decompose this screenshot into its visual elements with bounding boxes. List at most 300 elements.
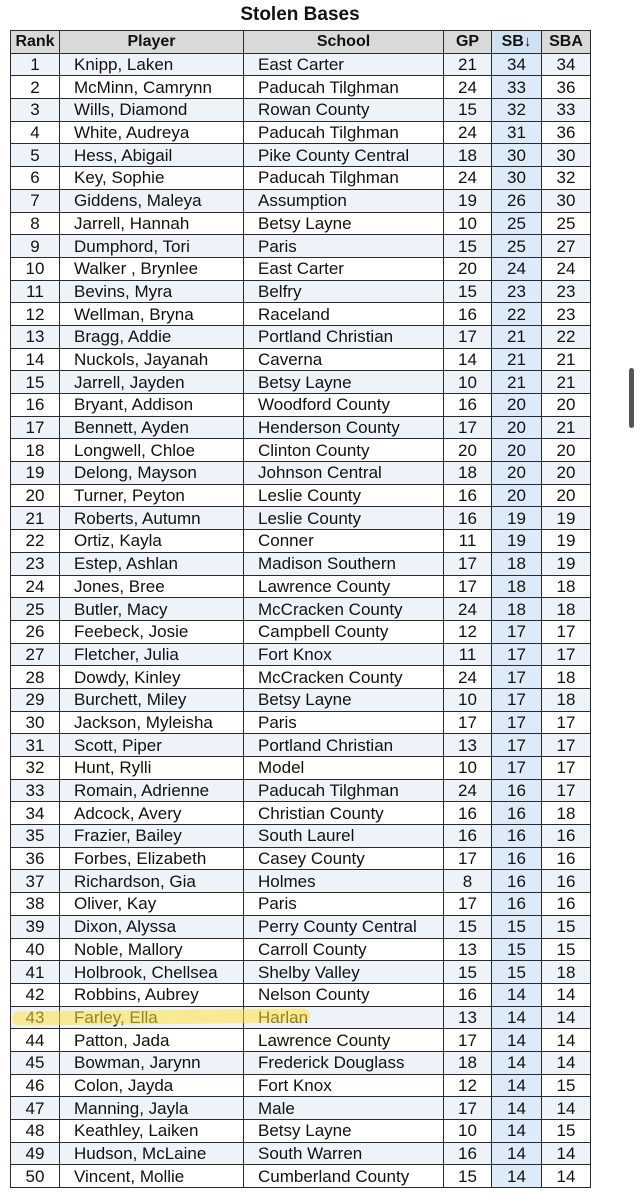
cell-sba: 36 (542, 76, 591, 99)
cell-sb: 33 (492, 76, 542, 99)
cell-gp: 17 (444, 325, 492, 348)
cell-sba: 17 (542, 643, 591, 666)
cell-rank: 16 (11, 394, 60, 417)
cell-school: Woodford County (244, 394, 444, 417)
cell-sb: 17 (492, 620, 542, 643)
cell-school: South Laurel (244, 825, 444, 848)
cell-player: Wellman, Bryna (60, 303, 244, 326)
cell-gp: 17 (444, 575, 492, 598)
cell-gp: 16 (444, 1142, 492, 1165)
cell-gp: 17 (444, 847, 492, 870)
cell-sb: 20 (492, 416, 542, 439)
table-row (11, 666, 591, 689)
cell-sb: 15 (492, 938, 542, 961)
cell-sb: 32 (492, 99, 542, 122)
cell-sb: 14 (492, 1165, 542, 1188)
cell-player: Bowman, Jarynn (60, 1051, 244, 1074)
cell-school: Male (244, 1097, 444, 1120)
cell-sba: 30 (542, 189, 591, 212)
cell-school: Johnson Central (244, 462, 444, 485)
cell-player: Delong, Mayson (60, 462, 244, 485)
table-row (11, 757, 591, 780)
cell-sba: 18 (542, 961, 591, 984)
table-row (11, 893, 591, 916)
cell-rank: 3 (11, 99, 60, 122)
cell-sb: 23 (492, 280, 542, 303)
cell-gp: 16 (444, 303, 492, 326)
table-row (11, 394, 591, 417)
cell-gp: 24 (444, 76, 492, 99)
cell-sb: 18 (492, 552, 542, 575)
cell-school: Model (244, 757, 444, 780)
cell-rank: 44 (11, 1029, 60, 1052)
cell-sb: 20 (492, 394, 542, 417)
cell-school: Casey County (244, 847, 444, 870)
cell-sba: 20 (542, 484, 591, 507)
cell-sb: 19 (492, 507, 542, 530)
cell-gp: 10 (444, 371, 492, 394)
cell-player: Butler, Macy (60, 598, 244, 621)
cell-sba: 17 (542, 734, 591, 757)
cell-player: Dumphord, Tori (60, 235, 244, 258)
cell-gp: 15 (444, 961, 492, 984)
cell-gp: 16 (444, 983, 492, 1006)
cell-sba: 21 (542, 416, 591, 439)
cell-player: Robbins, Aubrey (60, 983, 244, 1006)
cell-school: South Warren (244, 1142, 444, 1165)
cell-sb: 14 (492, 1051, 542, 1074)
cell-rank: 9 (11, 235, 60, 258)
cell-gp: 15 (444, 99, 492, 122)
cell-sba: 23 (542, 303, 591, 326)
cell-sba: 16 (542, 847, 591, 870)
table-row (11, 1165, 591, 1188)
cell-rank: 7 (11, 189, 60, 212)
cell-player: Holbrook, Chellsea (60, 961, 244, 984)
column-header-sba[interactable]: SBA (542, 31, 591, 54)
cell-sba: 22 (542, 325, 591, 348)
cell-player: Fletcher, Julia (60, 643, 244, 666)
cell-player: Jarrell, Jayden (60, 371, 244, 394)
table-row (11, 484, 591, 507)
cell-sb: 16 (492, 847, 542, 870)
header-row (11, 31, 591, 54)
cell-school: Pike County Central (244, 144, 444, 167)
cell-sb: 20 (492, 439, 542, 462)
cell-rank: 39 (11, 915, 60, 938)
table-row (11, 99, 591, 122)
cell-player: Patton, Jada (60, 1029, 244, 1052)
table-row (11, 1142, 591, 1165)
cell-player: Keathley, Laiken (60, 1120, 244, 1143)
cell-player: Key, Sophie (60, 167, 244, 190)
table-row (11, 575, 591, 598)
cell-sb: 14 (492, 1097, 542, 1120)
cell-school: Perry County Central (244, 915, 444, 938)
cell-sba: 15 (542, 1120, 591, 1143)
cell-player: Bragg, Addie (60, 325, 244, 348)
cell-rank: 41 (11, 961, 60, 984)
cell-sba: 14 (542, 1006, 591, 1029)
column-header-gp[interactable]: GP (444, 31, 492, 54)
cell-gp: 16 (444, 394, 492, 417)
cell-player: Bryant, Addison (60, 394, 244, 417)
cell-gp: 15 (444, 235, 492, 258)
cell-school: Raceland (244, 303, 444, 326)
cell-player: Dixon, Alyssa (60, 915, 244, 938)
cell-gp: 10 (444, 688, 492, 711)
cell-rank: 28 (11, 666, 60, 689)
cell-sba: 25 (542, 212, 591, 235)
table-row (11, 439, 591, 462)
table-row (11, 144, 591, 167)
cell-gp: 10 (444, 212, 492, 235)
table-row (11, 688, 591, 711)
cell-gp: 17 (444, 711, 492, 734)
cell-sba: 36 (542, 121, 591, 144)
table-row (11, 620, 591, 643)
cell-sba: 18 (542, 575, 591, 598)
cell-sba: 20 (542, 462, 591, 485)
table-row (11, 1120, 591, 1143)
table-row (11, 189, 591, 212)
cell-sb: 15 (492, 961, 542, 984)
cell-rank: 15 (11, 371, 60, 394)
cell-school: Fort Knox (244, 1074, 444, 1097)
cell-sb: 20 (492, 462, 542, 485)
cell-school: Paducah Tilghman (244, 779, 444, 802)
cell-sba: 14 (542, 1097, 591, 1120)
cell-player: Dowdy, Kinley (60, 666, 244, 689)
cell-rank: 24 (11, 575, 60, 598)
cell-gp: 16 (444, 484, 492, 507)
table-row (11, 76, 591, 99)
column-header-school[interactable]: School (244, 31, 444, 54)
cell-gp: 24 (444, 779, 492, 802)
cell-player: Richardson, Gia (60, 870, 244, 893)
cell-school: Madison Southern (244, 552, 444, 575)
cell-rank: 19 (11, 462, 60, 485)
table-row (11, 53, 591, 76)
table-row (11, 530, 591, 553)
cell-school: Holmes (244, 870, 444, 893)
table-row (11, 235, 591, 258)
cell-sb: 15 (492, 915, 542, 938)
cell-sba: 15 (542, 1074, 591, 1097)
table-row (11, 416, 591, 439)
table-row (11, 303, 591, 326)
table-row (11, 348, 591, 371)
cell-rank: 30 (11, 711, 60, 734)
cell-school: Frederick Douglass (244, 1051, 444, 1074)
table-row (11, 915, 591, 938)
cell-player: Forbes, Elizabeth (60, 847, 244, 870)
table-row (11, 257, 591, 280)
cell-rank: 8 (11, 212, 60, 235)
scrollbar-thumb[interactable] (629, 368, 634, 428)
cell-gp: 15 (444, 915, 492, 938)
cell-sb: 21 (492, 325, 542, 348)
cell-rank: 34 (11, 802, 60, 825)
cell-gp: 24 (444, 666, 492, 689)
cell-sba: 14 (542, 983, 591, 1006)
cell-sb: 24 (492, 257, 542, 280)
cell-rank: 46 (11, 1074, 60, 1097)
cell-rank: 37 (11, 870, 60, 893)
cell-school: Paducah Tilghman (244, 76, 444, 99)
cell-school: Paris (244, 893, 444, 916)
cell-school: Lawrence County (244, 1029, 444, 1052)
cell-gp: 10 (444, 1120, 492, 1143)
cell-player: Burchett, Miley (60, 688, 244, 711)
cell-rank: 36 (11, 847, 60, 870)
cell-rank: 5 (11, 144, 60, 167)
cell-gp: 8 (444, 870, 492, 893)
cell-school: Portland Christian (244, 734, 444, 757)
cell-sba: 16 (542, 893, 591, 916)
cell-sba: 19 (542, 530, 591, 553)
cell-school: Henderson County (244, 416, 444, 439)
table-row (11, 371, 591, 394)
cell-gp: 20 (444, 439, 492, 462)
cell-school: Assumption (244, 189, 444, 212)
cell-sba: 15 (542, 915, 591, 938)
cell-sba: 20 (542, 439, 591, 462)
cell-player: Jones, Bree (60, 575, 244, 598)
table-row (11, 779, 591, 802)
cell-gp: 13 (444, 938, 492, 961)
cell-school: Paris (244, 711, 444, 734)
cell-gp: 13 (444, 734, 492, 757)
cell-rank: 13 (11, 325, 60, 348)
cell-rank: 2 (11, 76, 60, 99)
cell-player: Hess, Abigail (60, 144, 244, 167)
cell-school: Portland Christian (244, 325, 444, 348)
cell-rank: 4 (11, 121, 60, 144)
cell-player: Bennett, Ayden (60, 416, 244, 439)
cell-sb: 14 (492, 1006, 542, 1029)
cell-rank: 32 (11, 757, 60, 780)
cell-gp: 16 (444, 507, 492, 530)
cell-sba: 18 (542, 598, 591, 621)
cell-school: Conner (244, 530, 444, 553)
cell-sb: 19 (492, 530, 542, 553)
cell-sb: 16 (492, 893, 542, 916)
column-header-rank[interactable]: Rank (11, 31, 60, 54)
cell-player: Manning, Jayla (60, 1097, 244, 1120)
cell-sba: 21 (542, 371, 591, 394)
cell-sba: 15 (542, 938, 591, 961)
cell-player: Roberts, Autumn (60, 507, 244, 530)
cell-school: Paris (244, 235, 444, 258)
cell-gp: 18 (444, 144, 492, 167)
cell-sb: 16 (492, 825, 542, 848)
cell-school: Nelson County (244, 983, 444, 1006)
cell-gp: 16 (444, 802, 492, 825)
cell-gp: 20 (444, 257, 492, 280)
cell-gp: 24 (444, 121, 492, 144)
cell-school: McCracken County (244, 666, 444, 689)
cell-player: Bevins, Myra (60, 280, 244, 303)
cell-gp: 10 (444, 757, 492, 780)
cell-sb: 22 (492, 303, 542, 326)
cell-sb: 17 (492, 734, 542, 757)
cell-player: Knipp, Laken (60, 53, 244, 76)
table-row (11, 711, 591, 734)
cell-sb: 25 (492, 235, 542, 258)
cell-player: Longwell, Chloe (60, 439, 244, 462)
cell-player: White, Audreya (60, 121, 244, 144)
cell-sba: 18 (542, 688, 591, 711)
cell-gp: 15 (444, 1165, 492, 1188)
cell-gp: 24 (444, 167, 492, 190)
cell-sb: 31 (492, 121, 542, 144)
cell-rank: 10 (11, 257, 60, 280)
cell-sb: 34 (492, 53, 542, 76)
cell-rank: 35 (11, 825, 60, 848)
cell-rank: 17 (11, 416, 60, 439)
table-row (11, 870, 591, 893)
cell-school: East Carter (244, 53, 444, 76)
cell-rank: 49 (11, 1142, 60, 1165)
cell-sba: 19 (542, 507, 591, 530)
cell-school: Caverna (244, 348, 444, 371)
cell-sba: 24 (542, 257, 591, 280)
cell-sba: 30 (542, 144, 591, 167)
cell-player: Hunt, Rylli (60, 757, 244, 780)
cell-rank: 20 (11, 484, 60, 507)
cell-sba: 18 (542, 802, 591, 825)
cell-sba: 16 (542, 870, 591, 893)
cell-rank: 40 (11, 938, 60, 961)
cell-sb: 14 (492, 1074, 542, 1097)
cell-player: Colon, Jayda (60, 1074, 244, 1097)
table-row (11, 325, 591, 348)
cell-sb: 21 (492, 348, 542, 371)
cell-sb: 14 (492, 1120, 542, 1143)
cell-rank: 22 (11, 530, 60, 553)
table-row (11, 847, 591, 870)
cell-sba: 27 (542, 235, 591, 258)
table-row (11, 121, 591, 144)
table-row (11, 280, 591, 303)
cell-gp: 13 (444, 1006, 492, 1029)
cell-player: Wills, Diamond (60, 99, 244, 122)
cell-school: Betsy Layne (244, 1120, 444, 1143)
table-row (11, 1097, 591, 1120)
cell-gp: 17 (444, 1029, 492, 1052)
cell-sb: 14 (492, 983, 542, 1006)
cell-school: Carroll County (244, 938, 444, 961)
table-row (11, 961, 591, 984)
cell-school: Paducah Tilghman (244, 167, 444, 190)
cell-player: Romain, Adrienne (60, 779, 244, 802)
cell-school: Betsy Layne (244, 371, 444, 394)
column-header-player[interactable]: Player (60, 31, 244, 54)
cell-rank: 27 (11, 643, 60, 666)
cell-player: Frazier, Bailey (60, 825, 244, 848)
cell-rank: 6 (11, 167, 60, 190)
table-row (11, 507, 591, 530)
cell-sba: 23 (542, 280, 591, 303)
cell-gp: 11 (444, 643, 492, 666)
cell-player: Giddens, Maleya (60, 189, 244, 212)
cell-school: Leslie County (244, 484, 444, 507)
cell-gp: 12 (444, 620, 492, 643)
cell-sb: 25 (492, 212, 542, 235)
cell-player: Turner, Peyton (60, 484, 244, 507)
table-row (11, 734, 591, 757)
cell-sba: 17 (542, 757, 591, 780)
cell-sba: 21 (542, 348, 591, 371)
cell-sba: 16 (542, 825, 591, 848)
column-header-sb[interactable] (492, 31, 542, 54)
cell-sb: 18 (492, 598, 542, 621)
cell-player: Scott, Piper (60, 734, 244, 757)
cell-school: Campbell County (244, 620, 444, 643)
cell-school: Christian County (244, 802, 444, 825)
table-row (11, 552, 591, 575)
cell-gp: 17 (444, 416, 492, 439)
cell-rank: 23 (11, 552, 60, 575)
cell-rank: 11 (11, 280, 60, 303)
table-row (11, 1051, 591, 1074)
cell-player: Oliver, Kay (60, 893, 244, 916)
cell-player: McMinn, Camrynn (60, 76, 244, 99)
cell-sb: 17 (492, 711, 542, 734)
cell-sb: 17 (492, 757, 542, 780)
cell-player: Jackson, Myleisha (60, 711, 244, 734)
cell-sb: 16 (492, 802, 542, 825)
cell-sba: 17 (542, 779, 591, 802)
cell-sba: 17 (542, 711, 591, 734)
cell-sba: 14 (542, 1142, 591, 1165)
cell-rank: 14 (11, 348, 60, 371)
cell-rank: 47 (11, 1097, 60, 1120)
cell-gp: 17 (444, 1097, 492, 1120)
cell-player: Feebeck, Josie (60, 620, 244, 643)
cell-rank: 21 (11, 507, 60, 530)
table-row (11, 802, 591, 825)
cell-school: Rowan County (244, 99, 444, 122)
cell-sba: 14 (542, 1051, 591, 1074)
cell-gp: 14 (444, 348, 492, 371)
table-row (11, 462, 591, 485)
cell-rank: 48 (11, 1120, 60, 1143)
cell-sb: 17 (492, 643, 542, 666)
cell-gp: 21 (444, 53, 492, 76)
column-header-sb-label: SB (501, 33, 524, 51)
sort-descending-arrow-icon: ↓ (523, 33, 532, 51)
cell-gp: 18 (444, 462, 492, 485)
cell-player: Walker , Brynlee (60, 257, 244, 280)
table-row (11, 1029, 591, 1052)
cell-sb: 16 (492, 870, 542, 893)
cell-sba: 34 (542, 53, 591, 76)
cell-gp: 17 (444, 552, 492, 575)
cell-gp: 19 (444, 189, 492, 212)
table-title: Stolen Bases (240, 4, 360, 25)
cell-school: Leslie County (244, 507, 444, 530)
cell-player: Nuckols, Jayanah (60, 348, 244, 371)
cell-gp: 17 (444, 893, 492, 916)
cell-sb: 20 (492, 484, 542, 507)
cell-sb: 14 (492, 1029, 542, 1052)
cell-school: McCracken County (244, 598, 444, 621)
cell-sb: 21 (492, 371, 542, 394)
cell-sba: 32 (542, 167, 591, 190)
cell-school: Shelby Valley (244, 961, 444, 984)
